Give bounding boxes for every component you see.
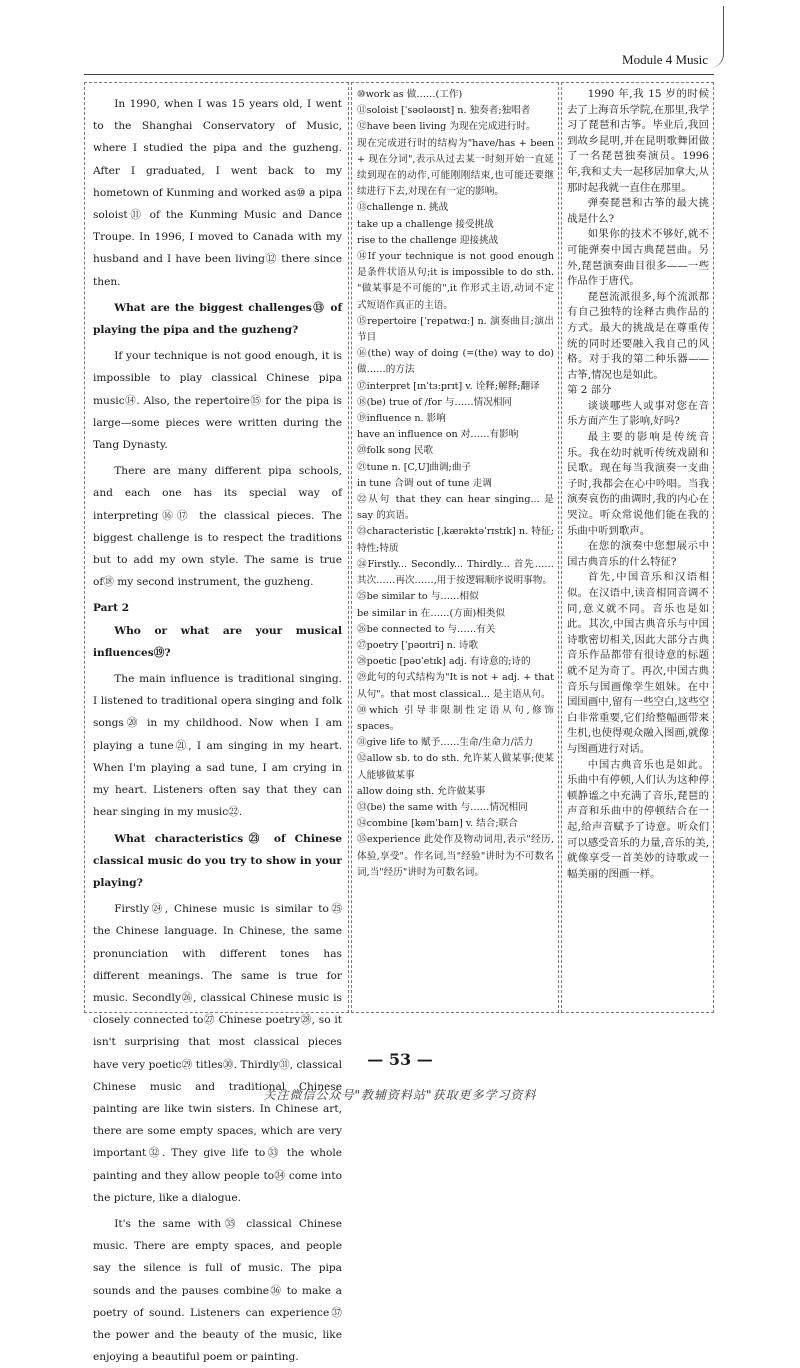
chinese-question-1: 弹奏琵琶和古筝的最大挑战是什么? (567, 197, 709, 225)
english-paragraph-5: Firstly㉔, Chinese music is similar to㉕ the Chinese language. In Chinese, the same pronunciation with different tones has different meanings. The same is true for music. Secondly㉖, classical Chinese music is closely connected to㉗ Chinese poetry㉘, so it isn't surprising that most classical pieces have very poetic㉙ titles㉚. Thirdly㉛, classical Chinese music and traditional Chinese painting are like twin sisters. In Chinese art, there are some empty spaces, which are very important㉜. They give life to㉝ the whole painting and they allow people to㉞ come into the picture, like a dialogue. (93, 903, 342, 1204)
note-item: ㉑tune n. [C,U]曲调;曲子 (357, 461, 472, 473)
note-item: ㉙此句的句式结构为"It is not + adj. + that 从句"。that most classical... 是主语从句。 (357, 672, 554, 700)
header-rule (84, 74, 714, 75)
note-item: ㉞combine [kəmˈbaɪn] v. 结合;联合 (357, 818, 518, 830)
note-item: ⑬challenge n. 挑战 (357, 202, 449, 214)
english-question-2: Who or what are your musical influences⑲? (93, 624, 342, 659)
note-item: ㉘poetic [pəʊˈetɪk] adj. 有诗意的;诗的 (357, 656, 531, 668)
note-item: ㉜allow sb. to do sth. 允许某人做某事;使某人能够做某事 (357, 753, 554, 781)
part-2-heading: Part 2 (93, 602, 130, 615)
chinese-translation-column (561, 82, 714, 1013)
note-item: ⑳folk song 民歌 (357, 445, 434, 457)
chinese-paragraph-2: 如果你的技术不够好,就不可能弹奏中国古典琵琶曲。另外,琵琶演奏曲目很多——一些作品作于唐代。 (567, 228, 709, 288)
note-item: ㉖be connected to 与……有关 (357, 623, 496, 635)
chinese-paragraph-6: 中国古典音乐也是如此。乐曲中有停顿,人们认为这种停顿静谧之中充满了音乐,琵琶的声音和乐曲中的停顿结合在一起,给声音赋予了诗意。听众们可以感受音乐的力量,音乐的美,就像享受一首美妙的诗歌或一幅美丽的图画一样。 (567, 758, 709, 880)
note-item: be similar in 在……(方面)相类似 (357, 607, 505, 619)
note-item: ㉝(be) the same with 与……情况相同 (357, 801, 528, 813)
note-item: allow doing sth. 允许做某事 (357, 785, 486, 797)
chinese-paragraph-4: 最主要的影响是传统音乐。我在幼时就听传统戏剧和民歌。现在每当我演奏一支曲子时,我都会在心中吟唱。当我演奏哀伤的曲调时,我的内心在哭泣。听众常说他们能在我的乐曲中听到歌声。 (567, 431, 709, 537)
header-curve-decoration (709, 6, 724, 68)
chinese-question-3: 在您的演奏中您想展示中国古典音乐的什么特征? (567, 540, 709, 568)
english-question-3: What characteristics㉓ of Chinese classical music do you try to show in your playing? (93, 832, 342, 889)
english-paragraph-3: There are many different pipa schools, and each one has its special way of interpreting⑯⑰ the classical pieces. The biggest challenge is to respect the traditions but to add my own style. The same is true of⑱ my second instrument, the guzheng. (93, 465, 342, 589)
note-item: have an influence on 对……有影响 (357, 429, 519, 441)
english-paragraph-4: The main influence is traditional singing. I listened to traditional opera singing and folk songs⑳ in my childhood. Now when I am playing a tune㉑, I am singing in my heart. When I'm playing a sad tune, I am crying in my heart. Listeners often say that they can hear singing in my music㉒. (93, 673, 342, 819)
note-item: ㉛give life to 赋予……生命/生命力/活力 (357, 737, 534, 749)
note-item: ⑪soloist [ˈsəʊləʊɪst] n. 独奏者;独唱者 (357, 105, 531, 117)
chinese-question-2: 谈谈哪些人或事对您在音乐方面产生了影响,好吗? (567, 399, 709, 428)
note-item: in tune 合调 out of tune 走调 (357, 477, 492, 489)
note-item: ㉟experience 此处作及物动词用,表示"经历,体验,享受"。作名词,当"经验"讲时为不可数名词,当"经历"讲时为可数名词。 (357, 834, 554, 878)
note-item: ㉓characteristic [ˌkærəktəˈrɪstɪk] n. 特征;特性;特质 (357, 526, 554, 554)
note-item: rise to the challenge 迎接挑战 (357, 234, 499, 246)
note-item: ㉚which 引导非限制性定语从句,修饰 spaces。 (357, 704, 554, 732)
note-item: ⑯(the) way of doing (=(the) way to do) 做……的方法 (357, 348, 554, 376)
english-text-column (84, 82, 349, 1364)
note-item: ㉒从句 that they can hear singing... 是 say 的宾语。 (357, 494, 554, 522)
footer-note: 关注微信公众号"教辅资料站"获取更多学习资料 (263, 1088, 537, 1102)
note-item: ⑫have been living 为现在完成进行时。 (357, 121, 536, 133)
note-item: ⑮repertoire [ˈrepətwɑː] n. 演奏曲目;演出节目 (357, 315, 554, 344)
chinese-paragraph-3: 琵琶流派很多,每个流派都有自己独特的诠释古典作品的方式。最大的挑战是在尊重传统的同时还要融入我自己的风格。对于我的第二种乐器——古筝,情况也是如此。 (567, 290, 709, 381)
vocabulary-notes-column (351, 82, 559, 1013)
page-number: — 53 — (367, 1050, 433, 1069)
note-item: ⑭If your technique is not good enough 是条件状语从句;it is impossible to do sth. "做某事是不可能的",it 作形式主语,动词不定式短语作真正的主语。 (357, 251, 554, 311)
english-question-1: What are the biggest challenges⑬ of playing the pipa and the guzheng? (93, 301, 342, 337)
note-item: ⑲influence n. 影响 (357, 413, 446, 425)
note-item: ㉔Firstly... Secondly... Thirdly... 首先……其次……再次……,用于按逻辑顺序说明事物。 (357, 558, 554, 587)
chinese-paragraph-5: 首先,中国音乐和汉语相似。在汉语中,读音相同音调不同,意义就不同。音乐也是如此。其次,中国古典音乐与中国诗歌密切相关,因此大部分古典音乐作品都带有很诗意的标题就不足为奇了。再次,中国古典音乐与国画像孪生姐妹。在中国国画中,留有一些空白,这些空白非常重要,它们给整幅画带来生机,也使得观众融入图画,就像与图画进行对话。 (567, 571, 709, 755)
page-header: Module 4 Music (622, 52, 708, 67)
note-item: 现在完成进行时的结构为"have/has + been + 现在分词",表示从过去某一时刻开始一直延续到现在的动作,可能刚刚结束,也可能还要继续进行下去,对现在有一定的影响。 (357, 137, 554, 198)
note-item: ⑰interpret [ɪnˈtɜːprɪt] v. 诠释;解释;翻译 (357, 380, 540, 392)
note-item: ㉕be similar to 与……相似 (357, 591, 479, 603)
note-item: ⑱(be) true of /for 与……情况相同 (357, 396, 513, 408)
chinese-part-2-heading: 第 2 部分 (567, 384, 612, 397)
note-item: take up a challenge 接受挑战 (357, 218, 494, 230)
english-paragraph-1: In 1990, when I was 15 years old, I went to the Shanghai Conservatory of Music, where I studied the pipa and the guzheng. After I graduated, I went back to my hometown of Kunming and worked as⑩ a pipa soloist⑪ of the Kunming Music and Dance Troupe. In 1996, I moved to Canada with my husband and I have been living⑫ there since then. (93, 98, 343, 288)
note-item: ⑩work as 做……(工作) (357, 89, 463, 100)
note-item: ㉗poetry [ˈpəʊɪtri] n. 诗歌 (357, 639, 479, 651)
chinese-paragraph-1: 1990 年,我 15 岁的时候去了上海音乐学院,在那里,我学习了琵琶和古筝。毕业后,我回到故乡昆明,并在昆明歌舞团做了一名琵琶独奏演员。1996 年,我和丈夫一起移居加拿大,从那时起我就一直住在那里。 (567, 88, 709, 194)
english-paragraph-2: If your technique is not good enough, it is impossible to play classical Chinese pipa music⑭. Also, the repertoire⑮ for the pipa is large—some pieces were written during the Tang Dynasty. (93, 350, 342, 452)
english-paragraph-6: It's the same with㉟ classical Chinese music. There are empty spaces, and people say the silence is full of music. The pipa sounds and the pauses combine㊱ to make a poetry of sound. Listeners can experience㊲ the power and the beauty of the music, like enjoying a beautiful poem or painting. (93, 1217, 342, 1364)
